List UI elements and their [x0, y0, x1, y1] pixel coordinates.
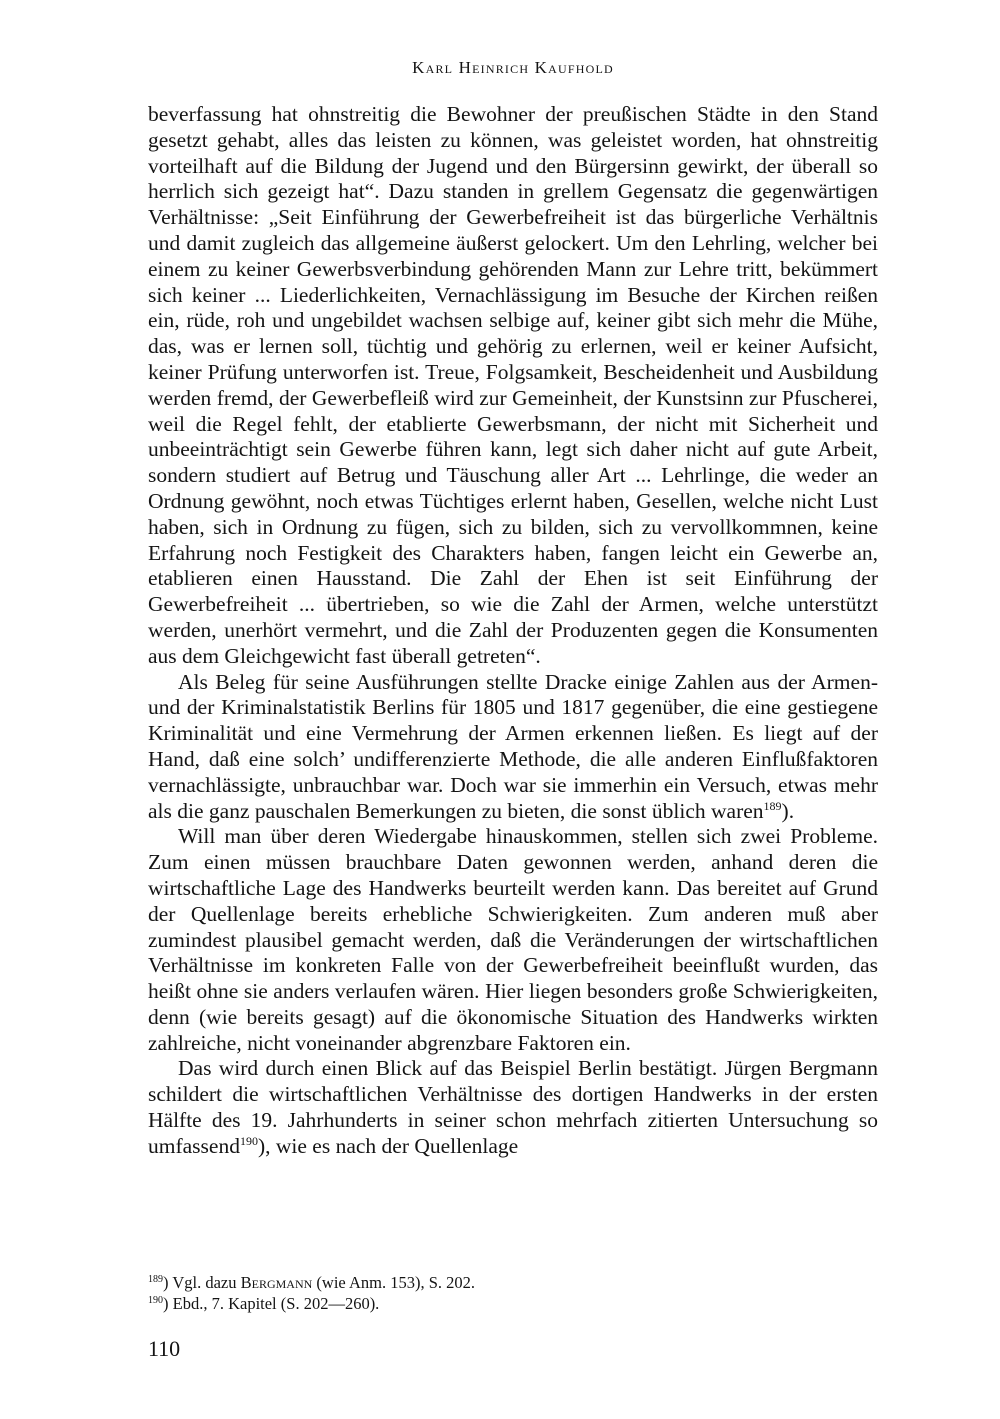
footnote-ref-190[interactable]: 190	[239, 1133, 258, 1148]
paragraph-3-text: Will man über deren Wiedergabe hinauskommen, stellen sich zwei Probleme. Zum einen müssen brauchbare Daten gewonnen werden, anhand deren die wirtschaftliche Lage des Handwerks beurteilt werden kann. Das bereitet auf Grund der Quellenlage bereits erhebliche Schwierigkeiten. Zum anderen muß aber zumindest plausibel gemacht werden, daß die Veränderungen der wirtschaftlichen Verhältnisse im konkreten Falle von der Gewerbefreiheit beeinflußt wurden, das heißt ohne sie anders verlaufen wären. Hier liegen besonders große Schwierigkeiten, denn (wie bereits gesagt) auf die ökonomische Situation des Handwerks wirkten zahlreiche, nicht voneinander abgrenzbare Faktoren ein.	[148, 824, 878, 1055]
paragraph-4-text: Das wird durch einen Blick auf das Beispiel Berlin bestätigt. Jürgen Bergmann schildert die wirtschaftlichen Verhältnisse des dortigen Handwerks in der ersten Hälfte des 19. Jahrhunderts in seiner schon mehrfach zitierten Untersuchung so umfassend	[148, 1056, 878, 1158]
paragraph-2-text: Als Beleg für seine Ausführungen stellte Dracke einige Zahlen aus der Armen- und der Kriminalstatistik Berlins für 1805 und 1817 gegenüber, die eine gestiegene Kriminalität und eine Vermehrung der Armen erkennen ließen. Es liegt auf der Hand, daß eine solch’ undifferenzierte Methode, die alle anderen Einflußfaktoren vernachlässigte, unbrauchbar war. Doch war sie immerhin ein Versuch, etwas mehr als die ganz pauschalen Bemerkungen zu bieten, die sonst üblich waren	[148, 669, 878, 823]
footnote-ref-189[interactable]: 189	[763, 798, 782, 813]
paragraph-2	[148, 670, 878, 825]
footnote-bracket: )	[163, 1273, 169, 1292]
footnote-marker	[148, 1273, 169, 1292]
page	[148, 0, 878, 1419]
footnotes	[148, 1272, 878, 1314]
footnote-bracket: )	[163, 1294, 169, 1313]
page-number: 110	[148, 1336, 181, 1361]
paragraph-1-text: beverfassung hat ohnstreitig die Bewohner der preußischen Städte in den Stand gesetzt gehabt, alles das leisten zu können, was geleistet worden, hat ohnstreitig vorteilhaft auf die Bildung der Jugend und den Bürgersinn gewirkt, der überall so herrlich sich gezeigt hat“. Dazu standen in grellem Gegensatz die gegenwärtigen Verhältnisse: „Seit Einführung der Gewerbefreiheit ist das bürgerliche Verhältnis und damit zugleich das allgemeine äußerst gelockert. Um den Lehrling, welcher bei einem zu keiner Gewerbsverbindung gehörenden Mann zur Lehre tritt, bekümmert sich keiner ... Liederlichkeiten, Vernachlässigung im Besuche der Kirchen reißen ein, rüde, roh und ungebildet wachsen selbige auf, keiner gibt sich mehr die Mühe, das, was er lernen soll, tüchtig und gehörig zu erlernen, weil er keiner Aufsicht, keiner Prüfung unterworfen ist. Treue, Folgsamkeit, Bescheidenheit und Ausbildung werden fremd, der Gewerbefleiß wird zur Gemeinheit, der Kunstsinn zur Pfuscherei, weil die Regel fehlt, der etablierte Gewerbsmann, der nicht mit Sicherheit und unbeeinträchtigt sein Gewerbe führen kann, legt sich daher nicht auf gute Arbeit, sondern studiert auf Betrug und Täuschung aller Art ... Lehrlinge, die weder an Ordnung gewöhnt, noch etwas Tüchtiges erlernt haben, Gesellen, welche nicht Lust haben, sich in Ordnung zu fügen, sich zu bilden, sich zu vervollkommnen, keine Erfahrung noch Festigkeit des Charakters haben, fangen leicht ein Gewerbe an, etablieren einen Hausstand. Die Zahl der Ehen ist seit Einführung der Gewerbefreiheit ... übertrieben, so wie die Zahl der Armen, welche unterstützt werden, unerhört vermehrt, und die Zahl der Produzenten gegen die Konsumenten aus dem Gleichgewicht fast überall getreten“.	[148, 102, 878, 668]
footnote-190	[148, 1293, 878, 1314]
paragraph-3	[148, 824, 878, 1056]
body-text	[148, 102, 878, 1160]
footnote-marker	[148, 1294, 169, 1313]
paragraph-2-end: ).	[781, 798, 795, 823]
footnote-number: 189	[148, 1274, 163, 1285]
paragraph-4	[148, 1056, 878, 1159]
footnote-text: Ebd., 7. Kapitel (S. 202—260).	[168, 1294, 380, 1313]
paragraph-1	[148, 102, 878, 670]
footnote-author: Bergmann	[240, 1273, 313, 1292]
paragraph-4-end: ), wie es nach der Quellenlage	[257, 1133, 519, 1158]
running-title: Karl Heinrich Kaufhold	[412, 58, 614, 77]
footnote-text: Vgl. dazu	[168, 1273, 241, 1292]
footnote-189	[148, 1272, 878, 1293]
footnote-number: 190	[148, 1295, 163, 1306]
footnote-text-end: (wie Anm. 153), S. 202.	[312, 1273, 476, 1292]
